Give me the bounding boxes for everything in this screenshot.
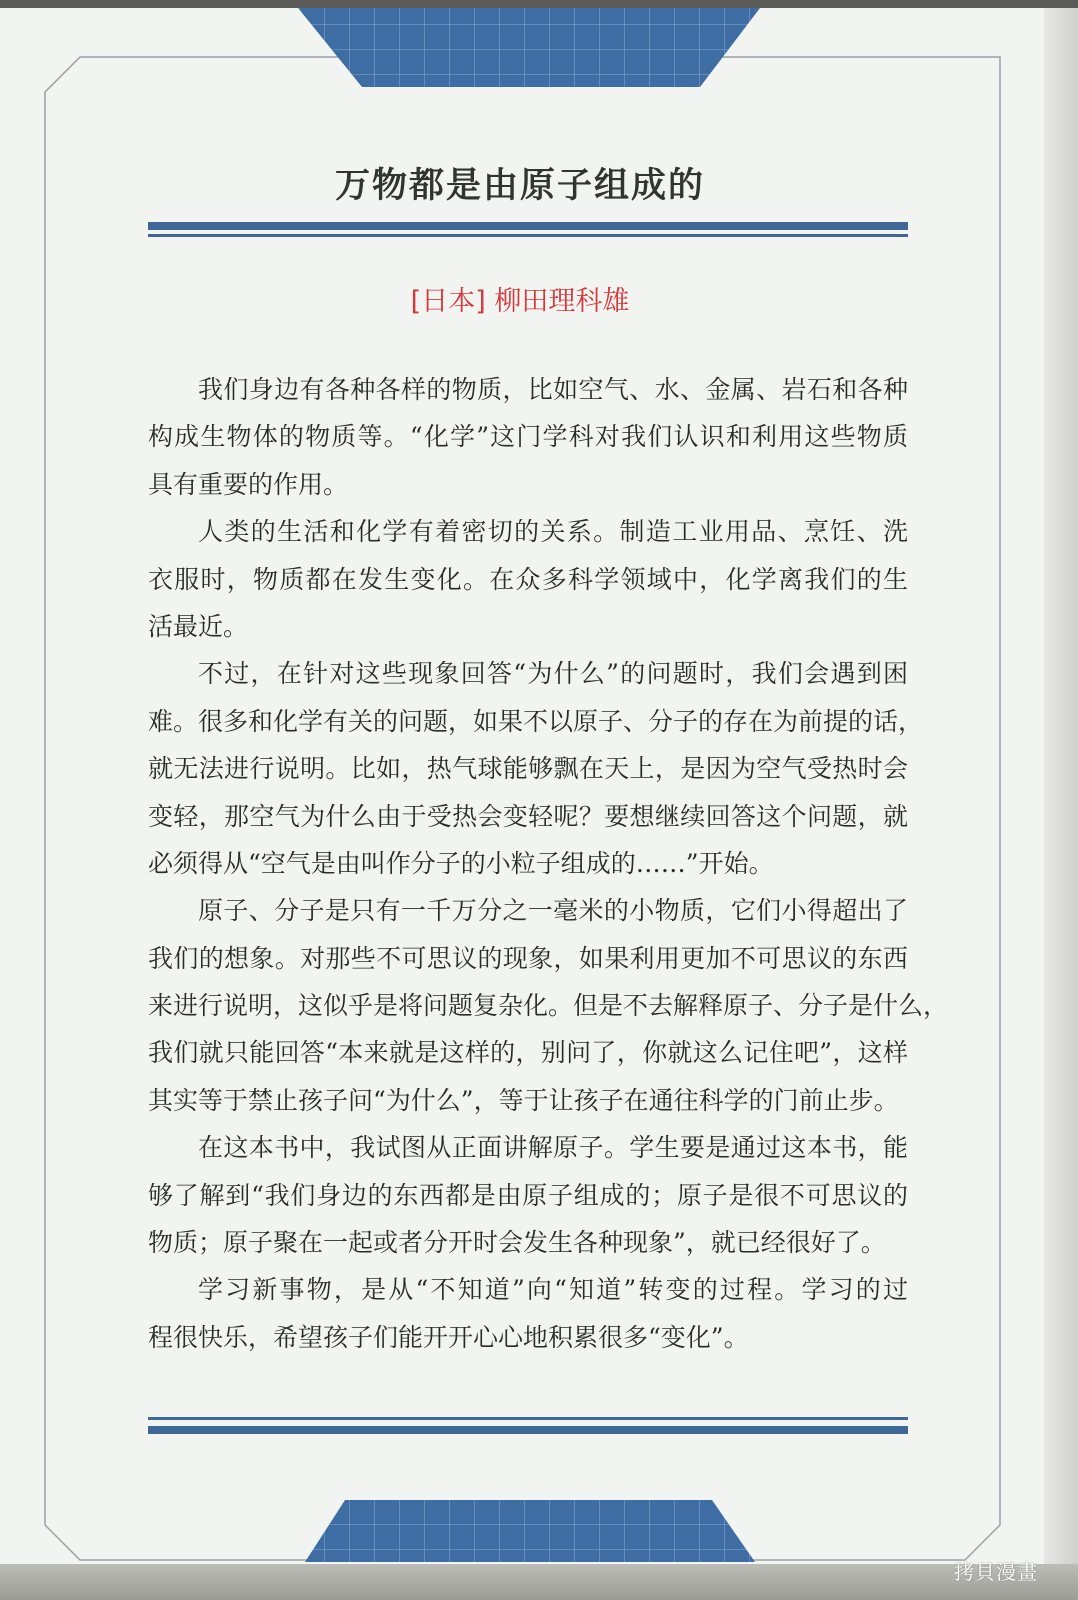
text-line: 我们的想象。对那些不可思议的现象，如果利用更加不可思议的东西 [148,943,908,973]
text-line: 来进行说明，这似乎是将问题复杂化。但是不去解释原子、分子是什么， [148,991,949,1021]
footer-rule-thick [148,1426,908,1434]
text-line: 学习新事物，是从“不知道”向“知道”转变的过程。学习的过 [198,1275,908,1305]
text-line: 就无法进行说明。比如，热气球能够飘在天上，是因为空气受热时会 [148,754,908,784]
text-line: 不过，在针对这些现象回答“为什么”的问题时，我们会遇到困 [198,659,908,689]
paragraph [148,1266,908,1361]
text-line: 在这本书中，我试图从正面讲解原子。学生要是通过这本书，能 [198,1133,908,1163]
text-line: 我们身边有各种各样的物质，比如空气、水、金属、岩石和各种 [198,375,908,404]
text-line: 必须得从“空气是由叫作分子的小粒子组成的……”开始。 [148,848,774,878]
text-line: 其实等于禁止孩子问“为什么”，等于让孩子在通往科学的门前止步。 [148,1085,899,1115]
paragraph [148,1124,908,1266]
body-text [148,366,949,1361]
text-line: 我们就只能回答“本来就是这样的，别问了，你就这么记住吧”，这样 [148,1038,908,1068]
watermark: 拷貝漫畫 [954,1560,1038,1584]
page-title: 万物都是由原子组成的 [334,166,705,206]
text-line: 够了解到“我们身边的东西都是由原子组成的；原子是很不可思议的 [148,1180,908,1210]
paragraph [148,366,908,508]
text-line: 衣服时，物质都在发生变化。在众多科学领域中，化学离我们的生 [148,564,908,594]
text-line: 构成生物体的物质等。“化学”这门学科对我们认识和利用这些物质 [148,422,908,452]
top-banner [298,8,760,87]
title-rule-thick [148,222,908,230]
title-rule-thin [148,234,908,237]
paragraph [148,650,924,887]
text-line: 变轻，那空气为什么由于受热会变轻呢？要想继续回答这个问题，就 [148,801,908,831]
text-line: 程很快乐，希望孩子们能开开心心地积累很多“变化”。 [148,1322,749,1352]
text-line: 物质；原子聚在一起或者分开时会发生各种现象”，就已经很好了。 [148,1228,886,1258]
footer-rule-thin [148,1417,908,1420]
text-line: 难。很多和化学有关的问题，如果不以原子、分子的存在为前提的话， [148,706,924,736]
text-line: 具有重要的作用。 [148,469,349,499]
scan-edge-bottom [0,1564,1078,1600]
text-line: 活最近。 [148,611,249,641]
paragraph [148,508,908,650]
paragraph [148,887,949,1124]
text-line: 人类的生活和化学有着密切的关系。制造工业用品、烹饪、洗 [198,517,908,547]
author-name: [日本] 柳田理科雄 [410,286,630,317]
scan-edge-top [0,0,1078,8]
bottom-banner [305,1500,755,1562]
text-line: 原子、分子是只有一千万分之一毫米的小物质，它们小得超出了 [198,896,908,926]
